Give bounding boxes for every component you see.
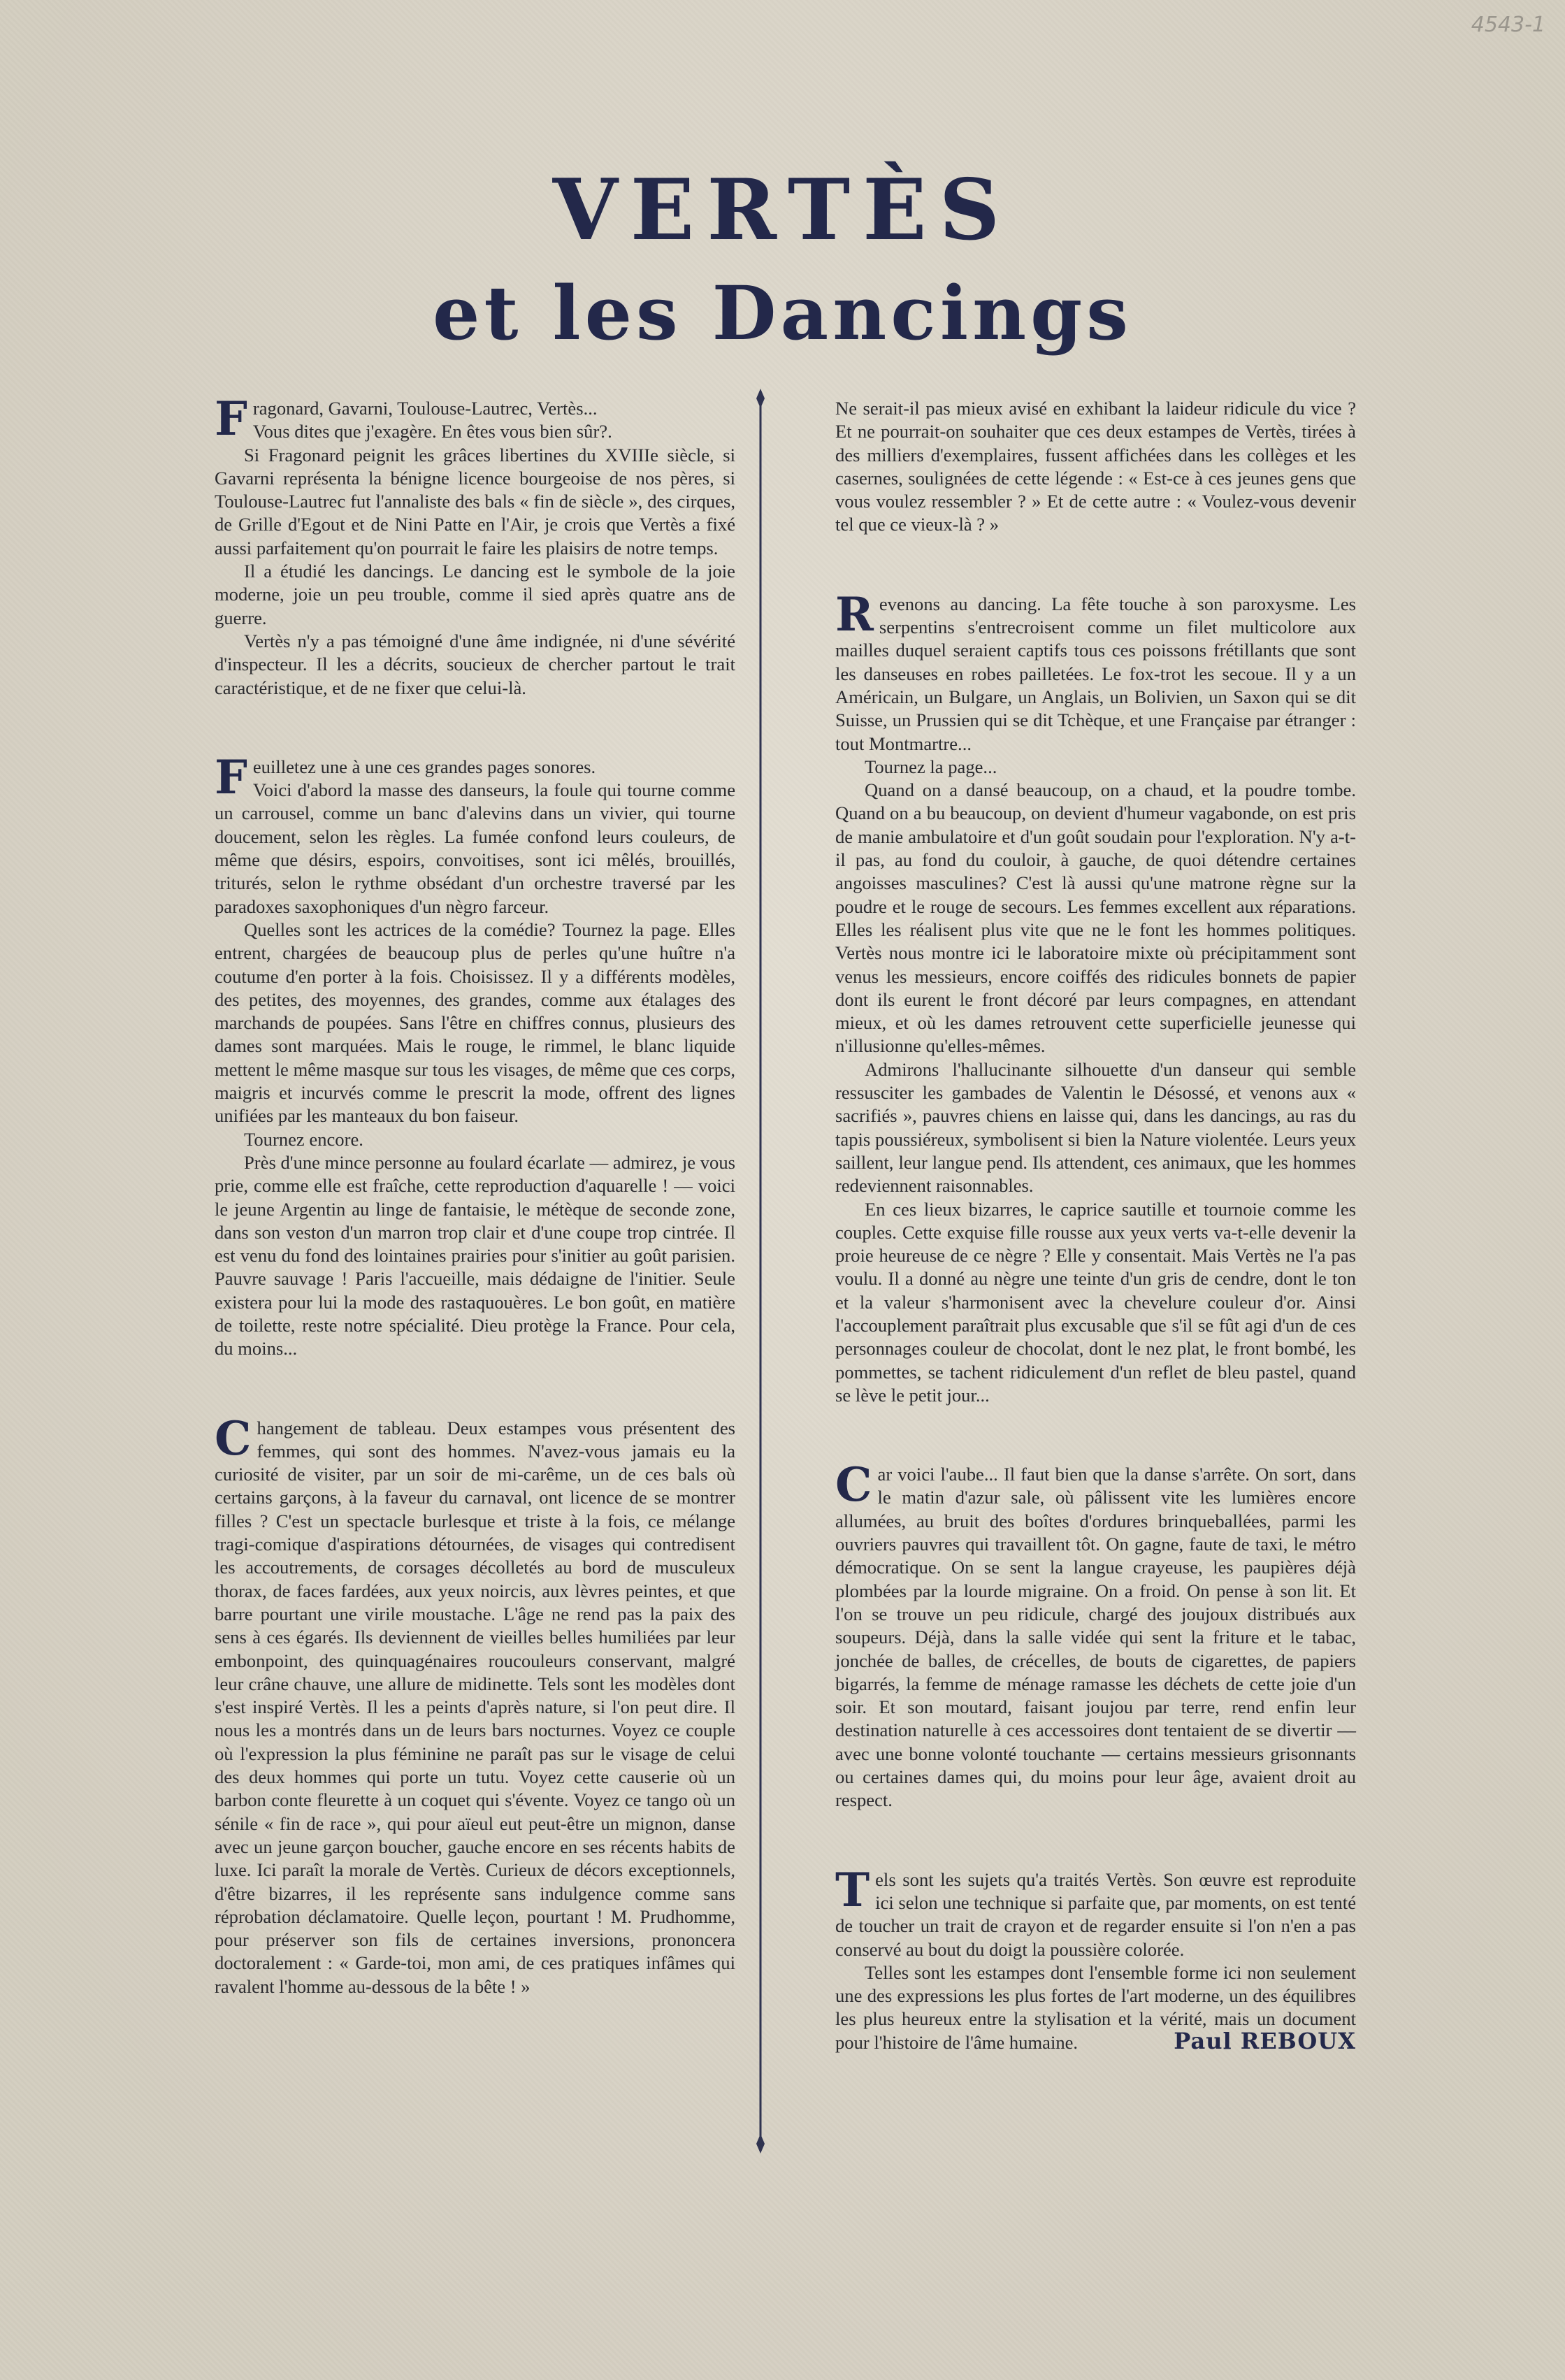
paragraph-text: Près d'une mince personne au foulard écarlate — admirez, je vous prie, comme elle est fraîche, cette reproduction d'aquarelle ! — voici le jeune Argentin au linge de fantaisie, le métèque de seconde zone, dans son veston d'un marron trop clair et d'une coupe trop cintrée. Il est venu du fond des lointaines prairies pour s'initier au goût parisien. Pauvre sauvage ! Paris l'accueille, mais dédaigne de l'initier. Seule existera pour lui la mode des rastaquouères. Le bon goût, en matière de toilette, reste notre spécialité. Dieu protège la France. Pour cela, du moins... — [215, 1151, 735, 1360]
paragraph-text: hangement de tableau. Deux estampes vous présentent des femmes, qui sont des hommes. N'avez-vous jamais eu la curiosité de visiter, par un soir de mi-carême, un de ces bals où certains garçons, à la faveur du carnaval, ont licence de se montrer filles ? C'est un spectacle burlesque et triste à la fois, ce mélange tragi-comique d'aspirations détournées, de visages qui contredisent les accoutrements, de corsages décolletés au bord de musculeux thorax, de faces fardées, aux yeux noircis, aux lèvres peintes, et que barre pourtant une virile moustache. L'âge ne rend pas la paix des sens à ces égarés. Ils deviennent de vieilles belles humiliées par leur embonpoint, des quinquagénaires roucouleurs conservant, malgré leur crâne chauve, une allure de midinette. Tels sont les modèles dont s'est inspiré Vertès. Il les a peints d'après nature, si l'on peut dire. Il nous les a montrés dans un de leurs bars nocturnes. Voyez ce couple où l'expression la plus féminine ne paraît pas sur le visage de celui des deux hommes qui porte un tutu. Voyez cette causerie où un barbon conte fleurette à un coquet qui s'évente. Voyez ce tango où un sénile « fin de race », qui pour aïeul eut peut-être un mignon, danse avec un jeune garçon boucher, gauche encore en ses récents habits de luxe. Ici paraît la morale de Vertès. Curieux de décors exceptionnels, d'être bizarres, il les représente sans indulgence comme sans réprobation déclamatoire. Quelle leçon, pourtant ! M. Prudhomme, pour préserver son fils de certaines inversions, prononcera doctoralement : « Garde-toi, mon ami, de ces pratiques infâmes qui ravalent l'homme au-dessous de la bête ! » — [215, 1417, 735, 1997]
section-opening-paragraph — [215, 1411, 735, 1998]
section-gap — [835, 1407, 1356, 1463]
body-paragraph — [835, 397, 1356, 537]
paragraph-text: ar voici l'aube... Il faut bien que la danse s'arrête. On sort, dans le matin d'azur sale, où pâlissent vite les lumières encore allumées, au bruit des boîtes d'ordures brinqueballées, parmi les ouvriers pauvres qui travaillent tôt. On gagne, faute de taxi, le métro démocratique. On se sent la langue crayeuse, les paupières déjà plombées par la lourde migraine. On a froid. On pense à son lit. Et l'on se trouve un peu ridicule, chargé des joujoux distribués aux soupeurs. Déjà, dans la salle vidée qui sent la friture et le tabac, jonchée de balles, de crécelles, de bouts de cigarettes, de papiers bigarrés, la femme de ménage ramasse les déchets de cette joie d'un soir. Et son moutard, faisant joujou par terre, rend enfin leur destination naturelle à ces accessoires dont tentaient de se divertir — avec une bonne volonté touchante — certains messieurs grisonnants ou certaines dames qui, du moins pour leur âge, avaient droit au respect. — [835, 1464, 1356, 1811]
drop-cap-initial: F — [215, 749, 247, 805]
section-opening-paragraph — [215, 391, 735, 446]
paragraph-text: ragonard, Gavarni, Toulouse-Lautrec, Vertès... Vous dites que j'exagère. En êtes vous bien sûr?. — [252, 398, 612, 442]
paragraph-text: En ces lieux bizarres, le caprice sautille et tournoie comme les couples. Cette exquise fille rousse aux yeux verts va-t-elle devenir la proie heureuse de ce nègre ? Elle y consentait. Mais Vertès ne l'a pas voulu. Il a donné au nègre une teinte d'un gris de cendre, dont le ton et la valeur s'harmonisent avec la chevelure couleur d'or. Ainsi l'accouplement paraîtrait plus excusable que s'il se fût agi d'un de ces personnages couleur de chocolat, dont le nez plat, le front bombé, les pommettes, se tachent ridiculement d'un reflet de bleu pastel, quand se lève le petit jour... — [835, 1198, 1356, 1406]
paragraph-text: Admirons l'hallucinante silhouette d'un danseur qui semble ressusciter les gambades de Valentin le Désossé, et venons aux « sacrifiés », pauvres chiens en laisse qui, dans les dancings, au ras du tapis poussiéreux, symbolisent si bien la Nature violentée. Leurs yeux saillent, leur langue pend. Ils attendent, ces animaux, que les hommes redeviennent raisonnables. — [835, 1058, 1356, 1197]
drop-cap-initial: C — [215, 1411, 252, 1466]
section-gap — [215, 1361, 735, 1417]
drop-cap-initial: F — [215, 391, 247, 446]
body-paragraph — [835, 1198, 1356, 1408]
section-opening-paragraph — [835, 1457, 1356, 1812]
section-opening-paragraph — [835, 586, 1356, 756]
left-column — [215, 391, 735, 1998]
section-opening-paragraph — [215, 749, 735, 918]
paragraph-text: Telles sont les estampes dont l'ensemble forme ici non seulement une des expressions les plus fortes de l'art moderne, un des équilibres les plus heureux entre la stylisation et la vérité, mais un document pour l'histoire de l'âme humaine. — [835, 1961, 1356, 2053]
body-paragraph — [215, 918, 735, 1128]
section-gap — [835, 537, 1356, 593]
pencil-inventory-mark: 4543-1 — [1471, 13, 1545, 37]
section-gap — [215, 700, 735, 756]
right-column — [835, 397, 1356, 2054]
body-paragraph — [835, 779, 1356, 1058]
paragraph-text: Ne serait-il pas mieux avisé en exhibant la laideur ridicule du vice ? Et ne pourrait-on souhaiter que ces deux estampes de Vertès, tirées à des milliers d'exemplaires, fussent affichées dans les collèges et les casernes, soulignées de cette légende : « Est-ce à ces jeunes gens que vous voulez ressembler ? » Et de cette autre : « Voulez-vous devenir tel que ce vieux-là ? » — [835, 398, 1356, 535]
paragraph-text: Tournez la page... — [865, 756, 997, 777]
paragraph-text: Tournez encore. — [244, 1128, 363, 1150]
drop-cap-initial: T — [835, 1862, 870, 1917]
paragraph-text: Si Fragonard peignit les grâces libertines du XVIIIe siècle, si Gavarni représenta la bénigne licence bourgeoise de nos pères, si Toulouse-Lautrec fut l'annaliste des bals « fin de siècle », des cirques, de Grille d'Egout et de Nini Patte en l'Air, je crois que Vertès a fixé aussi parfaitement qu'on pourrait le faire les plaisirs de notre temps. — [215, 444, 735, 558]
body-paragraph — [835, 1961, 1356, 2054]
body-paragraph — [835, 1058, 1356, 1198]
title-subtitle: et les Dancings — [433, 269, 1132, 356]
body-paragraph — [215, 630, 735, 700]
paragraph-text: evenons au dancing. La fête touche à son paroxysme. Les serpentins s'entrecroisent comme un filet multicolore aux mailles duquel seraient captifs tous ces poissons frétillants que sont les danseuses en robes pailletées. Le fox-trot les secoue. Il y a un Américain, un Bulgare, un Anglais, un Bolivien, un Saxon qui se dit Suisse, un Prussien qui se dit Tchèque, et une Française par étranger : tout Montmartre... — [835, 593, 1356, 754]
paragraph-text: Il a étudié les dancings. Le dancing est le symbole de la joie moderne, joie un peu trouble, comme il sied après quatre ans de guerre. — [215, 561, 735, 628]
paragraph-text: Vertès n'y a pas témoigné d'une âme indignée, ni d'une sévérité d'inspecteur. Il les a décrits, soucieux de chercher partout le trait caractéristique, et de ne fixer que celui-là. — [215, 630, 735, 698]
paragraph-text: Quand on a dansé beaucoup, on a chaud, et la poudre tombe. Quand on a bu beaucoup, on devient d'humeur vagabonde, on est pris de manie ambulatoire et d'un goût soudain pour l'exploration. N'y a-t-il pas, au fond du couloir, à gauche, de quoi détendre certaines angoisses masculines? C'est là aussi qu'une matrone règne sur la poudre et le rouge de secours. Les femmes excellent aux réparations. Elles les réalisent plus vite que ne le font les hommes politiques. Vertès nous montre ici le laboratoire mixte où précipitamment sont venus les messieurs, encore coiffés des ridicules bonnets de papier dont ils eurent le front décoré par leurs compagnes, en attendant mieux, et où les dames retrouvent cette superficielle jeunesse qui n'illusionne qu'elles-mêmes. — [835, 779, 1356, 1057]
paragraph-text: Quelles sont les actrices de la comédie? Tournez la page. Elles entrent, chargées de beaucoup plus de perles qu'une huître n'a coutume d'en porter à la fois. Choisissez. Il y a différents modèles, des petites, des moyennes, des grandes, comme aux étalages des marchands de poupées. Sans l'être en chiffres connus, plusieurs des dames sont marquées. Mais le rouge, le rimmel, le blanc liquide mettent le même masque sur tous les visages, de même que ces corps, maigris et incurvés comme le prescrit la mode, offrent des lignes unifiées par les manteaux du bon faiseur. — [215, 918, 735, 1127]
paragraph-text: els sont les sujets qu'a traités Vertès. Son œuvre est reproduite ici selon une technique si parfaite que, par moments, on est tenté de toucher un trait de crayon et de regarder ensuite si l'on n'en a pas conservé au bout du doigt la poussière colorée. — [835, 1868, 1356, 1960]
drop-cap-initial: C — [835, 1457, 872, 1513]
column-divider-rule — [755, 389, 766, 2154]
body-paragraph — [215, 1128, 735, 1151]
title-main: VERTÈS — [552, 161, 1013, 259]
section-opening-paragraph — [835, 1862, 1356, 1961]
body-paragraph — [835, 756, 1356, 779]
body-paragraph — [215, 560, 735, 630]
section-gap — [835, 1812, 1356, 1868]
body-paragraph — [215, 1151, 735, 1361]
drop-cap-initial: R — [835, 586, 874, 642]
author-signature: Paul REBOUX — [1174, 2027, 1356, 2054]
paragraph-text: euilletez une à une ces grandes pages sonores. Voici d'abord la masse des danseurs, la foule qui tourne comme un carrousel, comme un banc d'alevins dans un vivier, qui tourne doucement, selon les règles. La fumée confond leurs couleurs, de même que désirs, espoirs, convoitises, sont ici mêlés, brouillés, triturés, selon le rythme obsédant d'un orchestre traversé par les paradoxes saxophoniques d'un nègro farceur. — [215, 756, 735, 917]
body-paragraph — [215, 444, 735, 560]
